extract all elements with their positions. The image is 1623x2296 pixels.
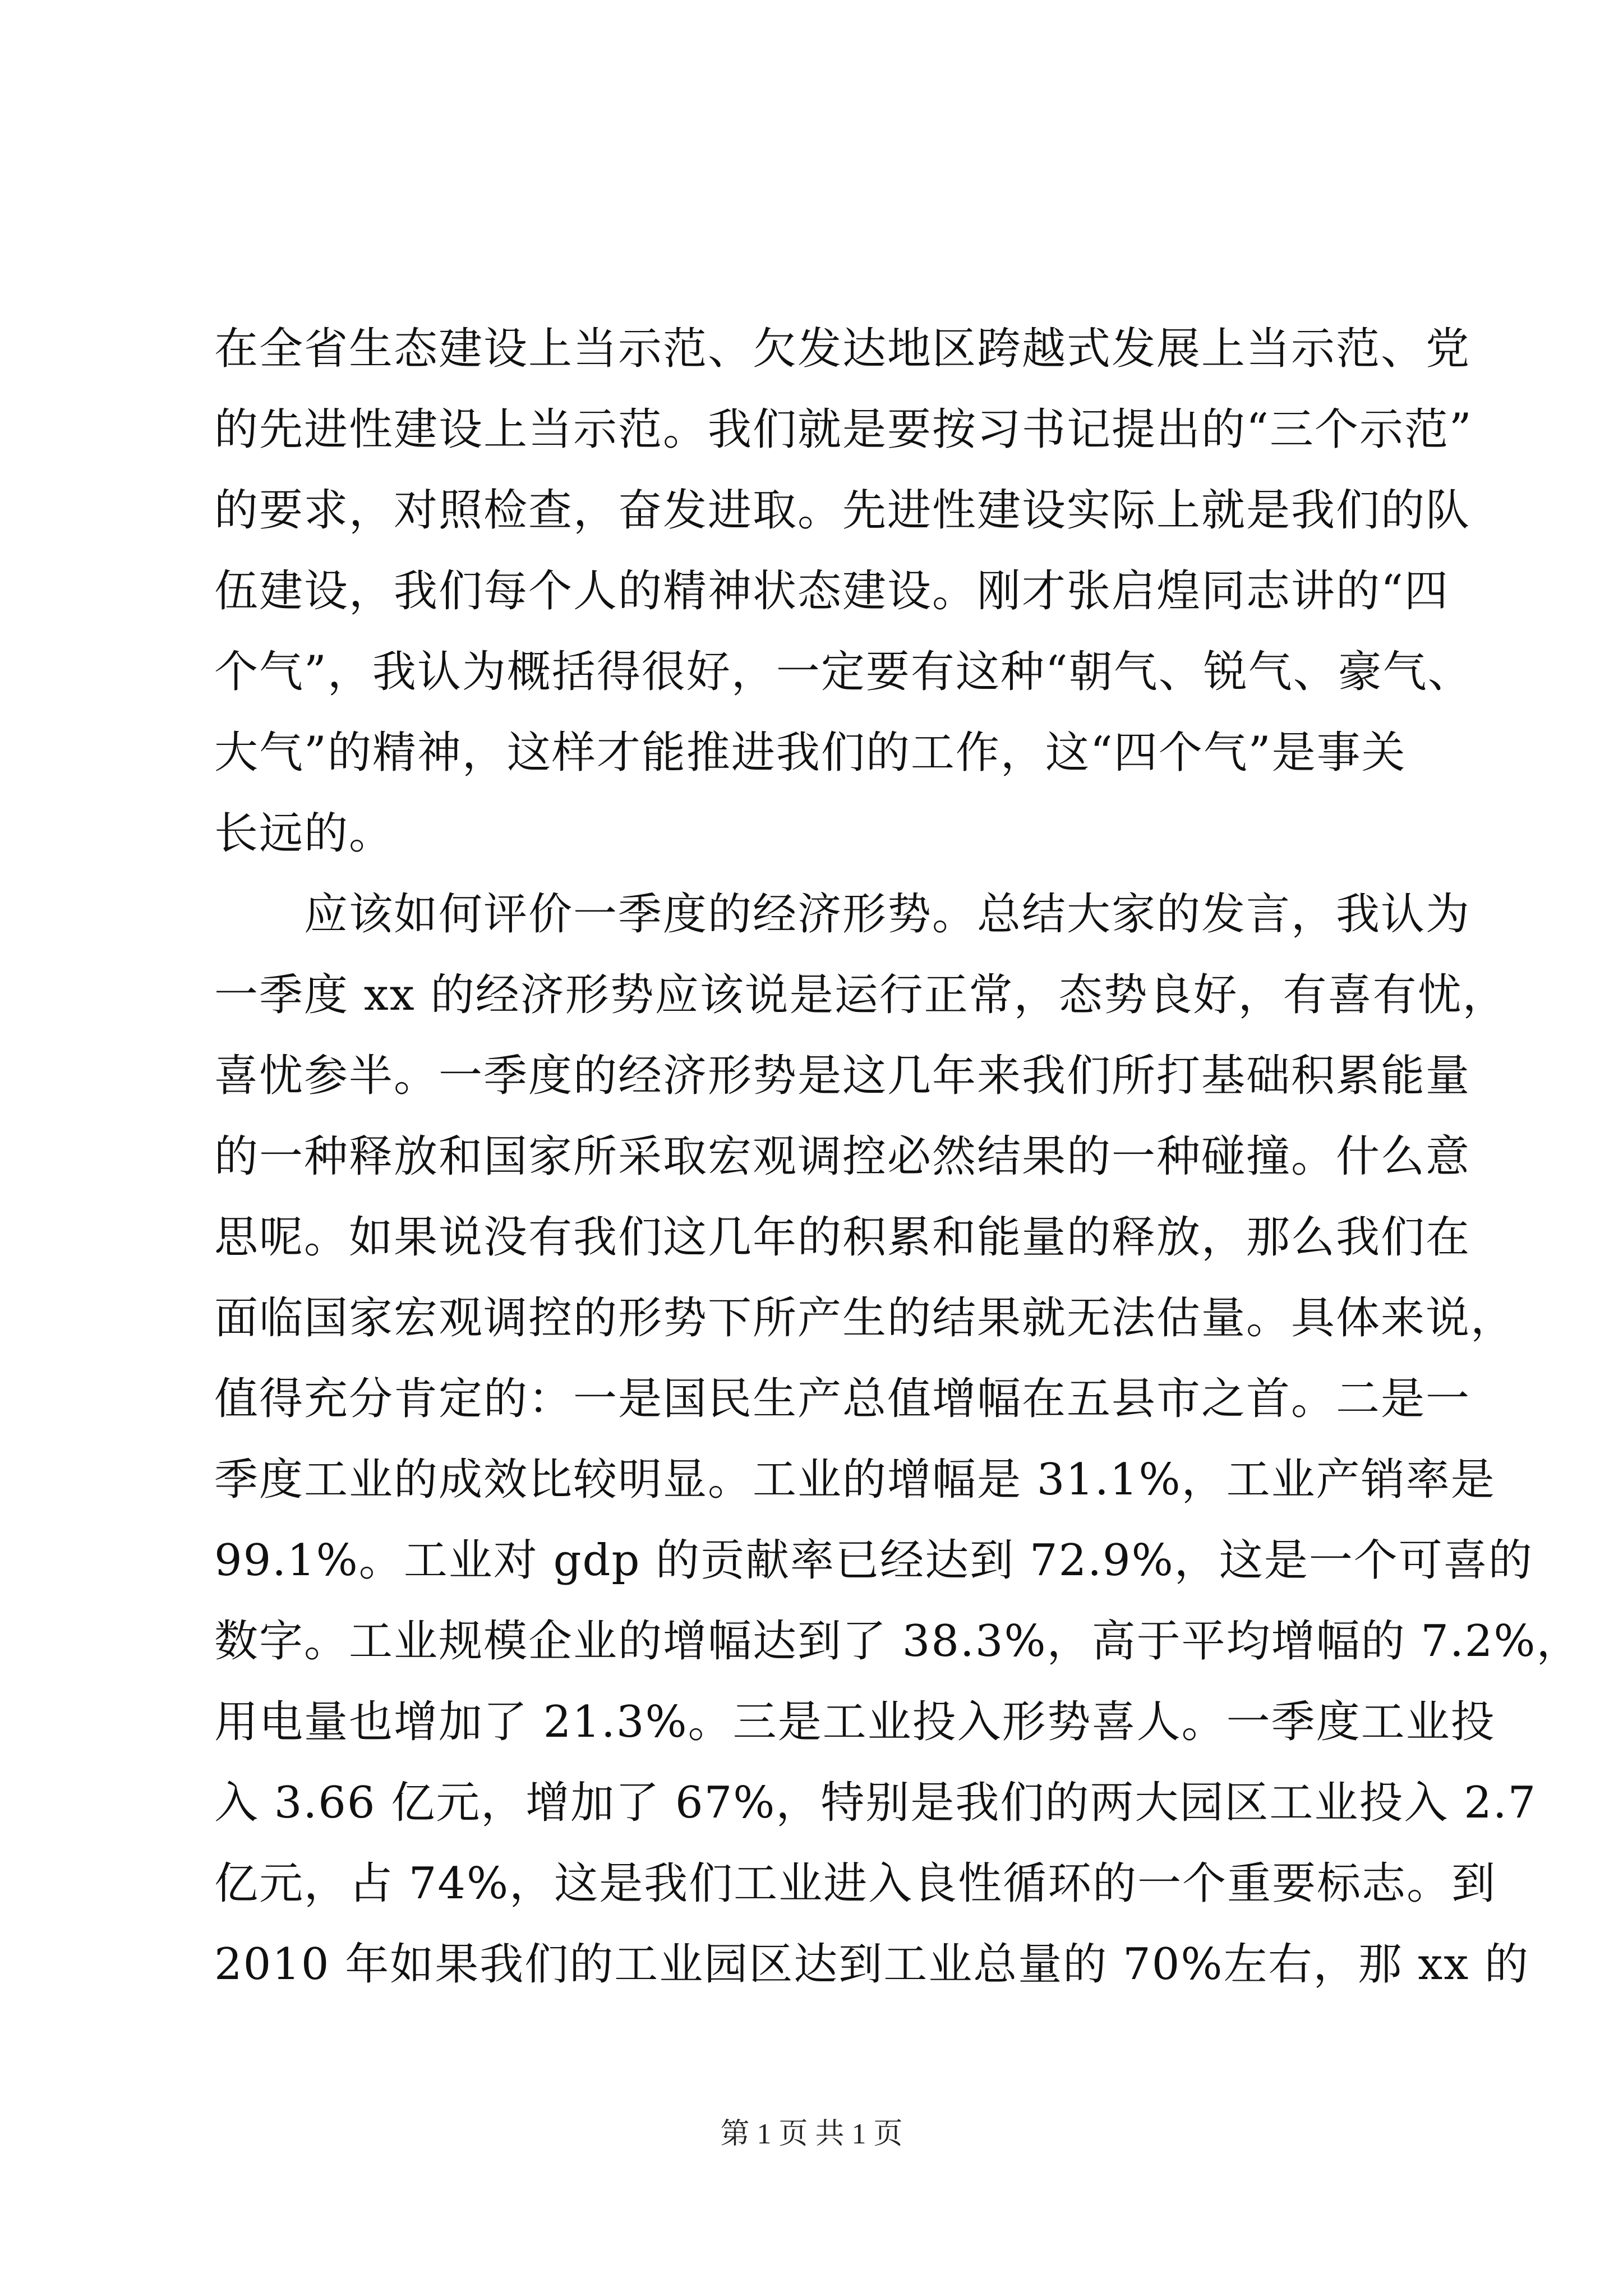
text-line: 的要求，对照检查，奋发进取。先进性建设实际上就是我们的队 xyxy=(214,485,1471,536)
text-line: 长远的。 xyxy=(214,808,394,859)
text-line: 喜忧参半。一季度的经济形势是这几年来我们所打基础积累能量 xyxy=(214,1051,1471,1101)
text-line: 面临国家宏观调控的形势下所产生的结果就无法估量。具体来说， xyxy=(214,1293,1516,1343)
text-line: 的先进性建设上当示范。我们就是要按习书记提出的“三个示范” xyxy=(214,404,1473,455)
page-number-label: 第 1 页 共 1 页 xyxy=(720,2118,903,2150)
text-line: 个气”，我认为概括得很好，一定要有这种“朝气、锐气、豪气、 xyxy=(214,647,1473,697)
text-line: 一季度 xx 的经济形势应该说是运行正常，态势良好，有喜有忧， xyxy=(214,970,1507,1020)
text-line: 大气”的精神，这样才能推进我们的工作，这“四个气”是事关 xyxy=(214,728,1407,778)
text-line: 在全省生态建设上当示范、欠发达地区跨越式发展上当示范、党 xyxy=(214,324,1471,374)
text-line: 思呢。如果说没有我们这几年的积累和能量的释放，那么我们在 xyxy=(214,1212,1471,1263)
text-line: 伍建设，我们每个人的精神状态建设。刚才张启煌同志讲的“四 xyxy=(214,566,1449,616)
text-line: 值得充分肯定的：一是国民生产总值增幅在五县市之首。二是一 xyxy=(214,1374,1471,1424)
text-line: 数字。工业规模企业的增幅达到了 38.3%，高于平均增幅的 7.2%， xyxy=(214,1616,1581,1667)
text-line: 2010 年如果我们的工业园区达到工业总量的 70%左右，那 xx 的 xyxy=(214,1939,1530,1990)
page-footer xyxy=(0,2118,1623,2151)
text-line: 亿元，占 74%，这是我们工业进入良性循环的一个重要标志。到 xyxy=(214,1858,1497,1909)
text-line: 用电量也增加了 21.3%。三是工业投入形势喜人。一季度工业投 xyxy=(214,1697,1496,1747)
text-line: 季度工业的成效比较明显。工业的增幅是 31.1%，工业产销率是 xyxy=(214,1455,1496,1505)
text-line: 99.1%。工业对 gdp 的贡献率已经达到 72.9%，这是一个可喜的 xyxy=(214,1535,1533,1586)
text-line: 的一种释放和国家所采取宏观调控必然结果的一种碰撞。什么意 xyxy=(214,1131,1471,1182)
text-line: 入 3.66 亿元，增加了 67%，特别是我们的两大园区工业投入 2.7 xyxy=(214,1778,1537,1828)
document-body xyxy=(214,309,1581,2005)
paragraph-first-line: 应该如何评价一季度的经济形势。总结大家的发言，我认为 xyxy=(304,889,1471,940)
